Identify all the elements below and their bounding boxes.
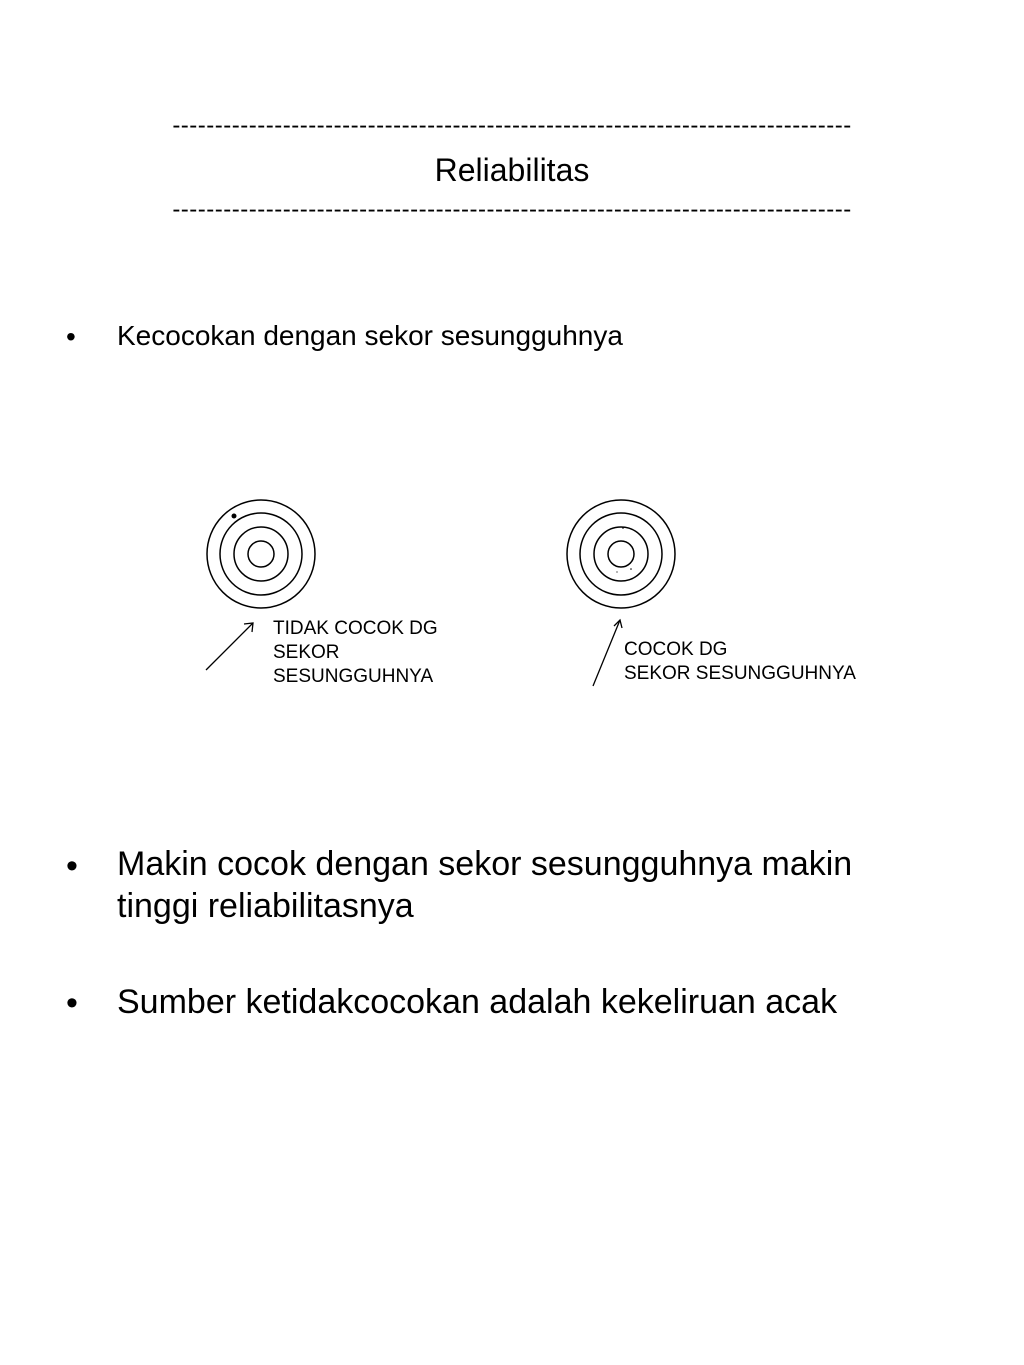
right-arrow-icon [593,620,622,686]
bullet-marker: • [66,847,78,885]
right-target-label [624,638,856,686]
bullet-marker: • [66,321,76,352]
right-target-icon [567,500,675,608]
bullet-text-3: Sumber ketidakcocokan adalah kekeliruan acak [117,983,838,1021]
page-title: Reliabilitas [434,152,590,188]
left-label-line-3: SESUNGGUHNYA [273,666,434,687]
bullet-marker: • [66,984,78,1022]
left-arrow-icon [206,623,253,670]
target-diagram [0,490,1024,700]
scatter-shot-dot [232,514,237,519]
bottom-dashed-rule: -------------------------------------------------------------------------------- [172,196,852,223]
bullet-text-2: Makin cocok dengan sekor sesungguhnya makin tinggi reliabilitasnya [117,845,853,925]
top-dashed-rule: -------------------------------------------------------------------------------- [172,112,852,139]
right-label-line-1: COCOK DG [624,639,728,660]
bullet-text-1: Kecocokan dengan sekor sesungguhnya [117,320,623,351]
right-label-line-2: SEKOR SESUNGGUHNYA [624,663,856,684]
left-target-icon [207,500,315,608]
left-label-line-2: SEKOR [273,642,340,663]
left-target-label [273,617,438,689]
left-label-line-1: TIDAK COCOK DG [273,618,438,639]
